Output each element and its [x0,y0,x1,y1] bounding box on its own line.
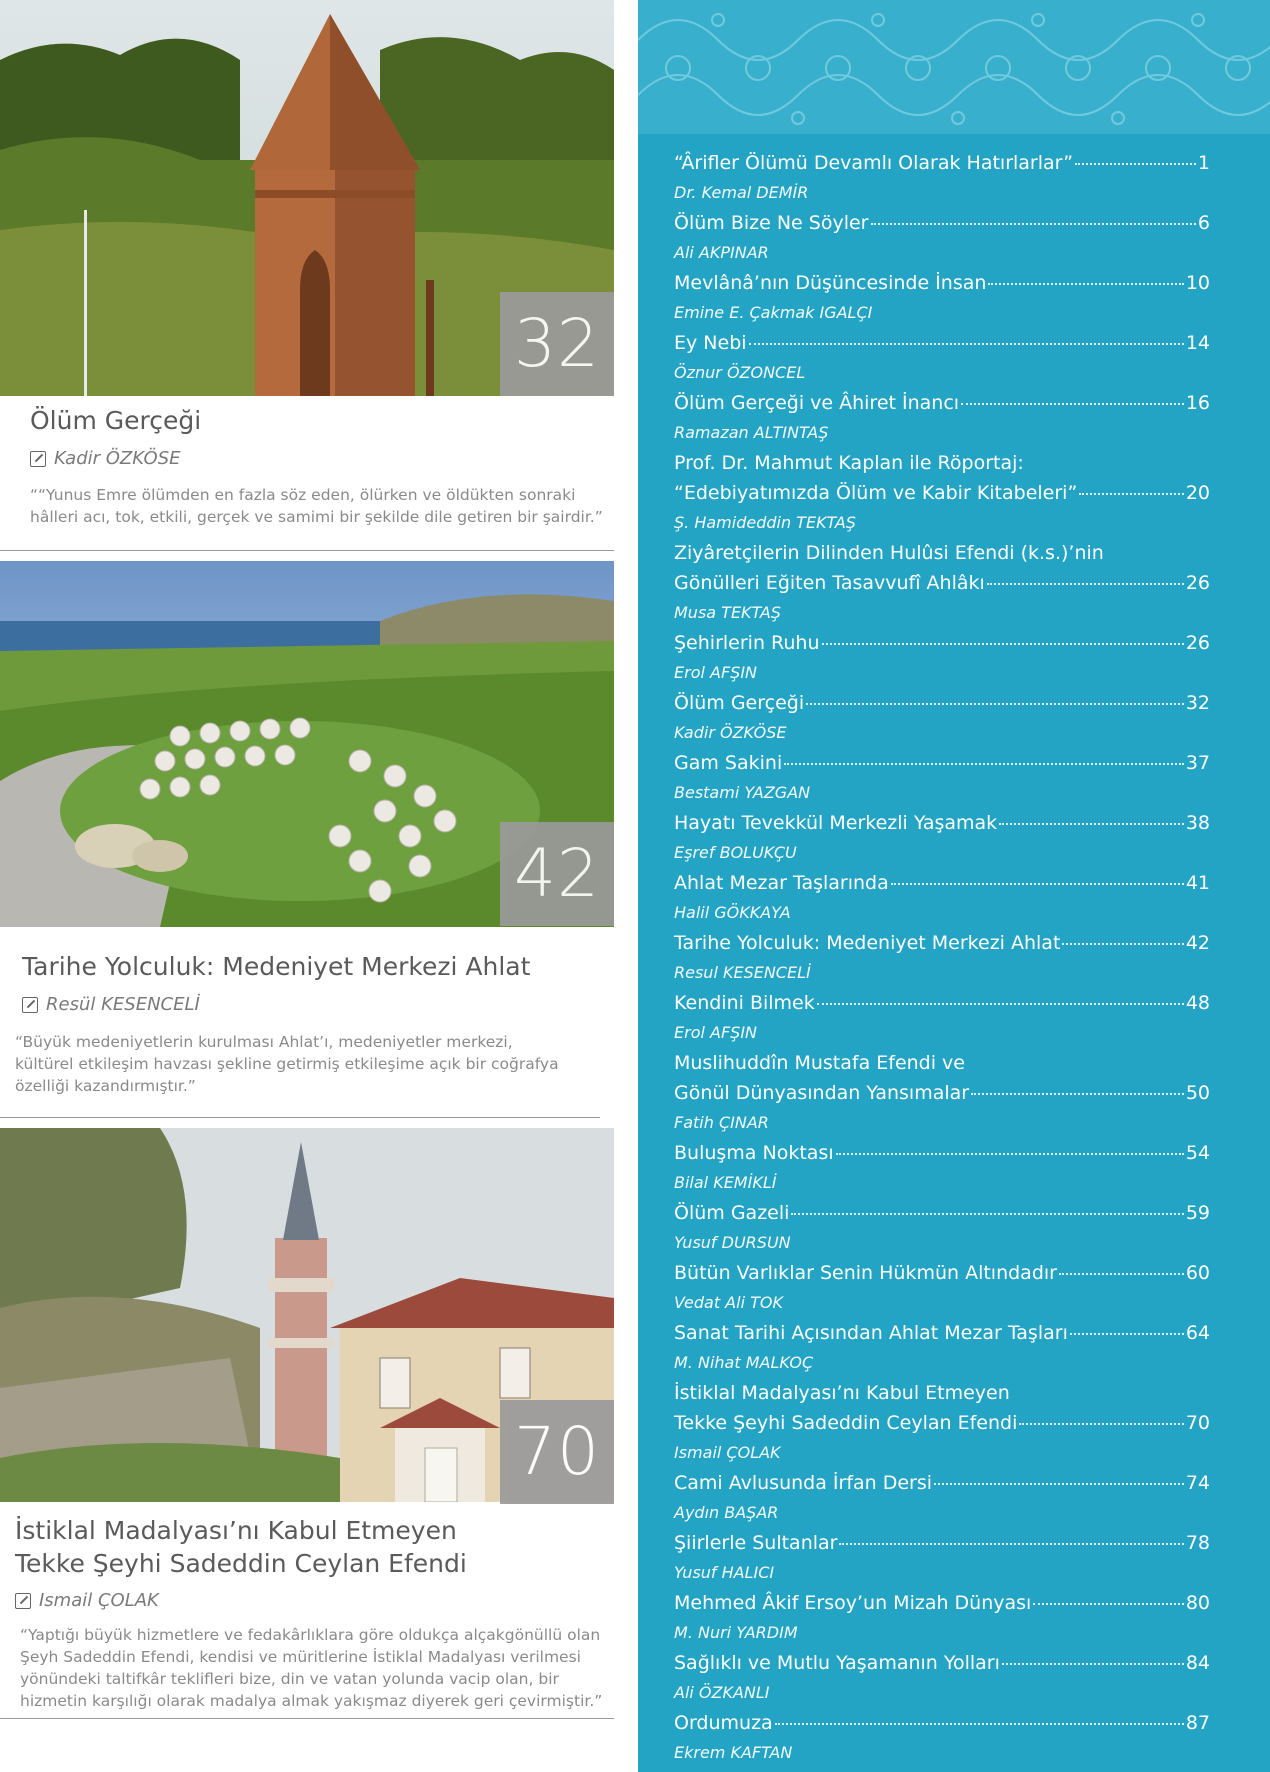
toc-title-line [674,1708,1210,1738]
toc-page-number: 32 [1185,692,1210,714]
toc-title: “Ârifler Ölümü Devamlı Olarak Hatırlarlar” [674,152,1074,174]
article-quote: ““Yunus Emre ölümden en fazla söz eden, ölürken ve öldükten sonraki hâlleri acı, tok, etkili, gerçek ve samimi bir şekilde dile getiren bir şairdir.” [30,486,603,526]
toc-entry[interactable] [674,1138,1210,1198]
toc-title: Şiirlerle Sultanlar [674,1532,838,1554]
pen-icon [30,451,46,467]
toc-page-number: 60 [1185,1262,1210,1284]
toc-entry[interactable] [674,538,1210,628]
toc-page-number: 87 [1185,1712,1210,1734]
article-title: İstiklal Madalyası’nı Kabul Etmeyen Tekke Şeyhi Sadeddin Ceylan Efendi [15,1516,467,1578]
toc-page-number: 37 [1185,752,1210,774]
toc-entry[interactable] [674,1258,1210,1318]
toc-entry[interactable] [674,388,1210,448]
toc-author: Emine E. Çakmak IGALÇI [674,303,873,322]
toc-title-line [674,1078,1210,1108]
toc-author: Resul KESENCELİ [674,963,811,982]
article-author: Kadir ÖZKÖSE [30,448,181,469]
article-author: Ismail ÇOLAK [15,1590,159,1611]
toc-title: Mehmed Âkif Ersoy’un Mizah Dünyası [674,1592,1032,1614]
toc-entry[interactable] [674,1468,1210,1528]
dot-leader [934,1482,1184,1485]
toc-title-line-cont [674,1048,1210,1078]
toc-title-line [674,1318,1210,1348]
dot-leader [822,642,1184,645]
toc-title: Gam Sakini [674,752,783,774]
toc-title-line [674,868,1210,898]
toc-author: M. Nihat MALKOÇ [674,1353,814,1372]
article-author: Resül KESENCELİ [22,994,200,1015]
toc-author: Vedat Ali TOK [674,1293,783,1312]
toc-page-number: 42 [1185,932,1210,954]
dot-leader [871,222,1196,225]
toc-entry[interactable] [674,988,1210,1048]
toc-title: Hayatı Tevekkül Merkezli Yaşamak [674,812,998,834]
toc-entry[interactable] [674,268,1210,328]
toc-entry[interactable] [674,1708,1210,1768]
dot-leader [891,882,1184,885]
table-of-contents [674,148,1210,1768]
dot-leader [987,582,1184,585]
toc-entry[interactable] [674,208,1210,268]
page-badge: 42 [500,822,614,926]
toc-author: Musa TEKTAŞ [674,603,781,622]
toc-title-line [674,568,1210,598]
toc-author: Ismail ÇOLAK [674,1443,781,1462]
toc-title-line [674,388,1210,418]
toc-title-line [674,1468,1210,1498]
dot-leader [1002,1662,1184,1665]
toc-page-number: 50 [1185,1082,1210,1104]
toc-title: Prof. Dr. Mahmut Kaplan ile Röportaj: [674,452,1024,474]
toc-title-line [674,328,1210,358]
toc-title: Şehirlerin Ruhu [674,632,820,654]
toc-title-line-cont [674,448,1210,478]
toc-page-number: 59 [1185,1202,1210,1224]
toc-entry[interactable] [674,868,1210,928]
dot-leader [1059,1272,1184,1275]
dot-leader [749,342,1184,345]
toc-author: Yusuf DURSUN [674,1233,791,1252]
toc-page-number: 84 [1185,1652,1210,1674]
toc-entry[interactable] [674,1378,1210,1468]
dot-leader [988,282,1183,285]
article-quote: “Yaptığı büyük hizmetlere ve fedakârlıklara göre oldukça alçakgönüllü olan Şeyh Sadeddin Efendi, kendisi ve müritlerine İstiklal Madalyası verilmesi yönündeki taltifkâr teklifleri bize, din ve vatan yolunda vacip olan, bir hizmetin karşılığı olarak madalya almak yakışmaz diyerek geri çevirmiştir.” [20,1626,603,1710]
toc-entry[interactable] [674,448,1210,538]
dot-leader [1079,492,1184,495]
toc-title-line [674,478,1210,508]
dot-leader [817,1002,1184,1005]
toc-page-number: 80 [1185,1592,1210,1614]
toc-title-line [674,1648,1210,1678]
toc-page-number: 26 [1185,632,1210,654]
toc-author: Ali ÖZKANLI [674,1683,770,1702]
toc-page-number: 41 [1185,872,1210,894]
toc-page-number: 38 [1185,812,1210,834]
dot-leader [1075,162,1196,165]
toc-panel [638,0,1270,1772]
pen-icon [15,1593,31,1609]
toc-entry[interactable] [674,1588,1210,1648]
toc-author: Dr. Kemal DEMİR [674,183,809,202]
toc-page-number: 64 [1185,1322,1210,1344]
toc-title: Gönül Dünyasından Yansımalar [674,1082,970,1104]
toc-author: Kadir ÖZKÖSE [674,723,787,742]
dot-leader [1019,1422,1183,1425]
toc-title-line [674,1138,1210,1168]
toc-page-number: 20 [1185,482,1210,504]
toc-title: Ölüm Gazeli [674,1202,790,1224]
toc-entry[interactable] [674,148,1210,208]
divider [0,550,614,551]
article-title: Ölüm Gerçeği [30,406,202,435]
article-title: Tarihe Yolculuk: Medeniyet Merkezi Ahlat [22,952,531,981]
toc-title: Ahlat Mezar Taşlarında [674,872,889,894]
dot-leader [1070,1332,1184,1335]
dot-leader [806,702,1184,705]
page-badge: 70 [500,1400,614,1504]
toc-title: Tarihe Yolculuk: Medeniyet Merkezi Ahlat [674,932,1061,954]
toc-title-line-cont [674,538,1210,568]
toc-page-number: 54 [1185,1142,1210,1164]
dot-leader [775,1722,1184,1725]
toc-page-number: 6 [1197,212,1210,234]
toc-title-line [674,1258,1210,1288]
toc-author: Bestami YAZGAN [674,783,811,802]
toc-title-line [674,1528,1210,1558]
toc-page-number: 74 [1185,1472,1210,1494]
toc-page-number: 14 [1185,332,1210,354]
toc-title: Bütün Varlıklar Senin Hükmün Altındadır [674,1262,1057,1284]
toc-page-number: 10 [1185,272,1210,294]
toc-title: Ölüm Bize Ne Söyler [674,212,869,234]
pen-icon [22,997,38,1013]
toc-title: İstiklal Madalyası’nı Kabul Etmeyen [674,1382,1010,1404]
toc-author: Öznur ÖZONCEL [674,363,806,382]
toc-title: Ölüm Gerçeği [674,692,805,714]
toc-title-line [674,988,1210,1018]
toc-title: Ey Nebi [674,332,747,354]
toc-title: Kendini Bilmek [674,992,815,1014]
toc-author: Erol AFŞIN [674,1023,757,1042]
toc-page-number: 70 [1185,1412,1210,1434]
toc-page-number: 26 [1185,572,1210,594]
page-badge: 32 [500,292,614,396]
toc-title: Cami Avlusunda İrfan Dersi [674,1472,933,1494]
toc-title-line [674,1198,1210,1228]
divider [0,1718,614,1719]
toc-title: Ölüm Gerçeği ve Âhiret İnancı [674,392,960,414]
toc-title: Ziyâretçilerin Dilinden Hulûsi Efendi (k.s.)’nin [674,542,1104,564]
toc-entry[interactable] [674,1198,1210,1258]
dot-leader [999,822,1184,825]
toc-author: Halil GÖKKAYA [674,903,791,922]
dot-leader [1033,1602,1183,1605]
toc-title: Mevlânâ’nın Düşüncesinde İnsan [674,272,987,294]
toc-title-line [674,268,1210,298]
toc-entry[interactable] [674,328,1210,388]
feature-column [0,0,614,1772]
dot-leader [836,1152,1184,1155]
toc-author: M. Nuri YARDIM [674,1623,798,1642]
toc-entry[interactable] [674,688,1210,748]
dot-leader [971,1092,1184,1095]
toc-author: Yusuf HALICI [674,1563,775,1582]
toc-title-line [674,748,1210,778]
dot-leader [1062,942,1183,945]
toc-author: Ramazan ALTINTAŞ [674,423,829,442]
toc-author: Bilal KEMİKLİ [674,1173,777,1192]
toc-title-line [674,628,1210,658]
toc-title: Muslihuddîn Mustafa Efendi ve [674,1052,965,1074]
toc-author: Aydın BAŞAR [674,1503,779,1522]
toc-title-line [674,808,1210,838]
toc-entry[interactable] [674,1528,1210,1588]
toc-title: “Edebiyatımızda Ölüm ve Kabir Kitabeleri” [674,482,1078,504]
toc-page-number: 1 [1197,152,1210,174]
toc-page-number: 78 [1185,1532,1210,1554]
toc-title-line [674,1408,1210,1438]
toc-title: Sağlıklı ve Mutlu Yaşamanın Yolları [674,1652,1000,1674]
toc-page-number: 16 [1185,392,1210,414]
divider [0,1117,600,1118]
toc-title-line [674,148,1210,178]
toc-author: Fatih ÇINAR [674,1113,769,1132]
dot-leader [791,1212,1183,1215]
toc-title-line [674,928,1210,958]
toc-entry[interactable] [674,1048,1210,1138]
toc-author: Erol AFŞIN [674,663,757,682]
toc-title: Ordumuza [674,1712,773,1734]
toc-entry[interactable] [674,628,1210,688]
toc-title-line [674,688,1210,718]
toc-title-line [674,208,1210,238]
toc-author: Ali AKPINAR [674,243,769,262]
toc-entry[interactable] [674,1648,1210,1708]
toc-entry[interactable] [674,1318,1210,1378]
dot-leader [784,762,1184,765]
article-quote: “Büyük medeniyetlerin kurulması Ahlat’ı, medeniyetler merkezi, kültürel etkileşim havzası şekline getirmiş etkileşime açık bir coğrafya özelliği kazandırmıştır.” [15,1033,559,1095]
dot-leader [839,1542,1183,1545]
toc-title: Sanat Tarihi Açısından Ahlat Mezar Taşları [674,1322,1068,1344]
toc-title: Buluşma Noktası [674,1142,834,1164]
dot-leader [961,402,1184,405]
toc-entry[interactable] [674,808,1210,868]
toc-author: Eşref BOLUKÇU [674,843,797,862]
toc-author: Ekrem KAFTAN [674,1743,793,1762]
toc-title-line [674,1588,1210,1618]
toc-entry[interactable] [674,928,1210,988]
toc-title: Gönülleri Eğiten Tasavvufî Ahlâkı [674,572,985,594]
toc-author: Ş. Hamideddin TEKTAŞ [674,513,856,532]
toc-title-line-cont [674,1378,1210,1408]
toc-title: Tekke Şeyhi Sadeddin Ceylan Efendi [674,1412,1018,1434]
toc-page-number: 48 [1185,992,1210,1014]
floral-pattern [638,0,1270,134]
toc-entry[interactable] [674,748,1210,808]
